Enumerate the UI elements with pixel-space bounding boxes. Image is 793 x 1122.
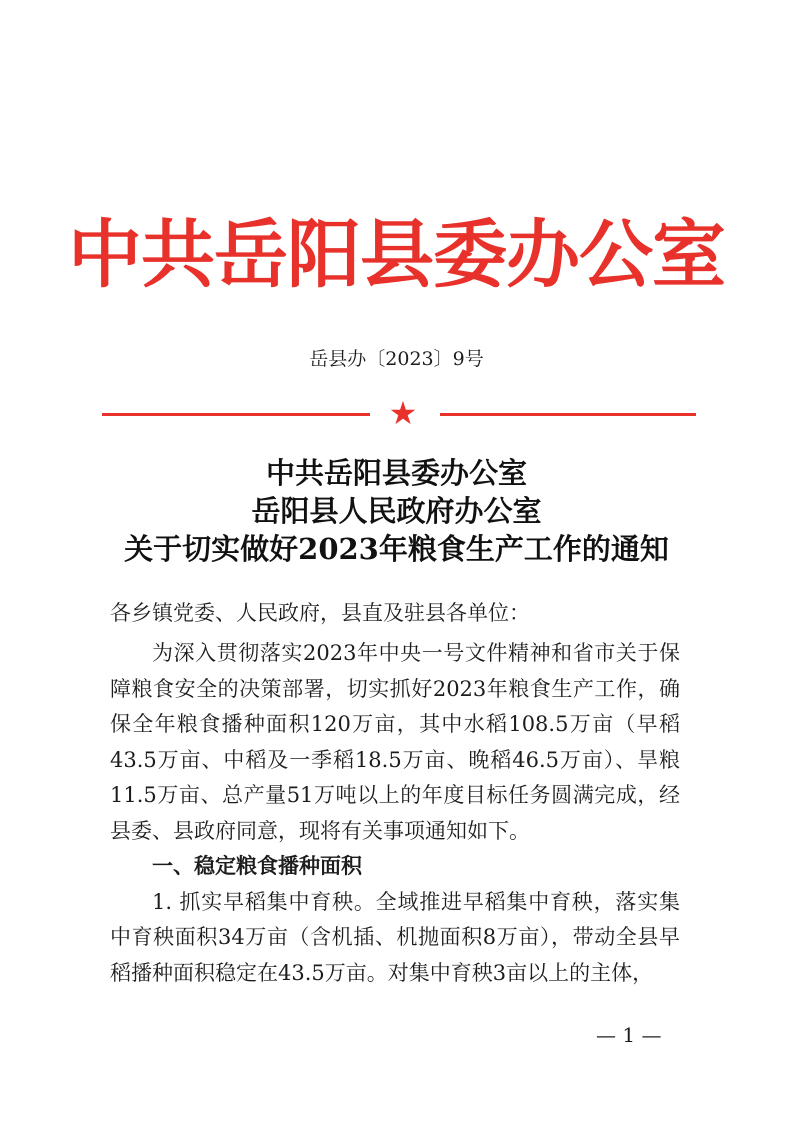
title-line-3: 关于切实做好2023年粮食生产工作的通知 (124, 532, 669, 566)
masthead-title: 中共岳阳县委办公室 (68, 212, 725, 298)
document-number: 岳县办〔2023〕9号 (309, 348, 484, 370)
section-heading: 一、稳定粮食播种面积 (152, 854, 362, 878)
intro-paragraph: 为深入贯彻落实2023年中央一号文件精神和省市关于保障粮食安全的决策部署，切实抓好2023年粮食生产工作，确保全年粮食播种面积120万亩，其中水稻108.5万亩（早稻43.5万亩、中稻及一季稻18.5万亩、晚稻46.5万亩）、旱粮11.5万亩、总产量51万吨以上的年度目标任务圆满完成，经县委、县政府同意，现将有关事项通知如下。 (110, 641, 680, 843)
divider-line-right (440, 413, 696, 416)
page-number: — 1 — (596, 1023, 662, 1047)
item-paragraph: 1. 抓实早稻集中育秧。全域推进早稻集中育秧，落实集中育秧面积34万亩（含机插、机抛面积8万亩），带动全县早稻播种面积稳定在43.5万亩。对集中育秧3亩以上的主体， (110, 889, 680, 985)
divider-line-left (102, 413, 370, 416)
title-line-1: 中共岳阳县委办公室 (265, 456, 527, 490)
title-line-2: 岳阳县人民政府办公室 (251, 494, 542, 528)
star-icon: ★ (388, 394, 418, 432)
salutation: 各乡镇党委、人民政府，县直及驻县各单位： (110, 601, 530, 625)
document-body (110, 636, 680, 991)
